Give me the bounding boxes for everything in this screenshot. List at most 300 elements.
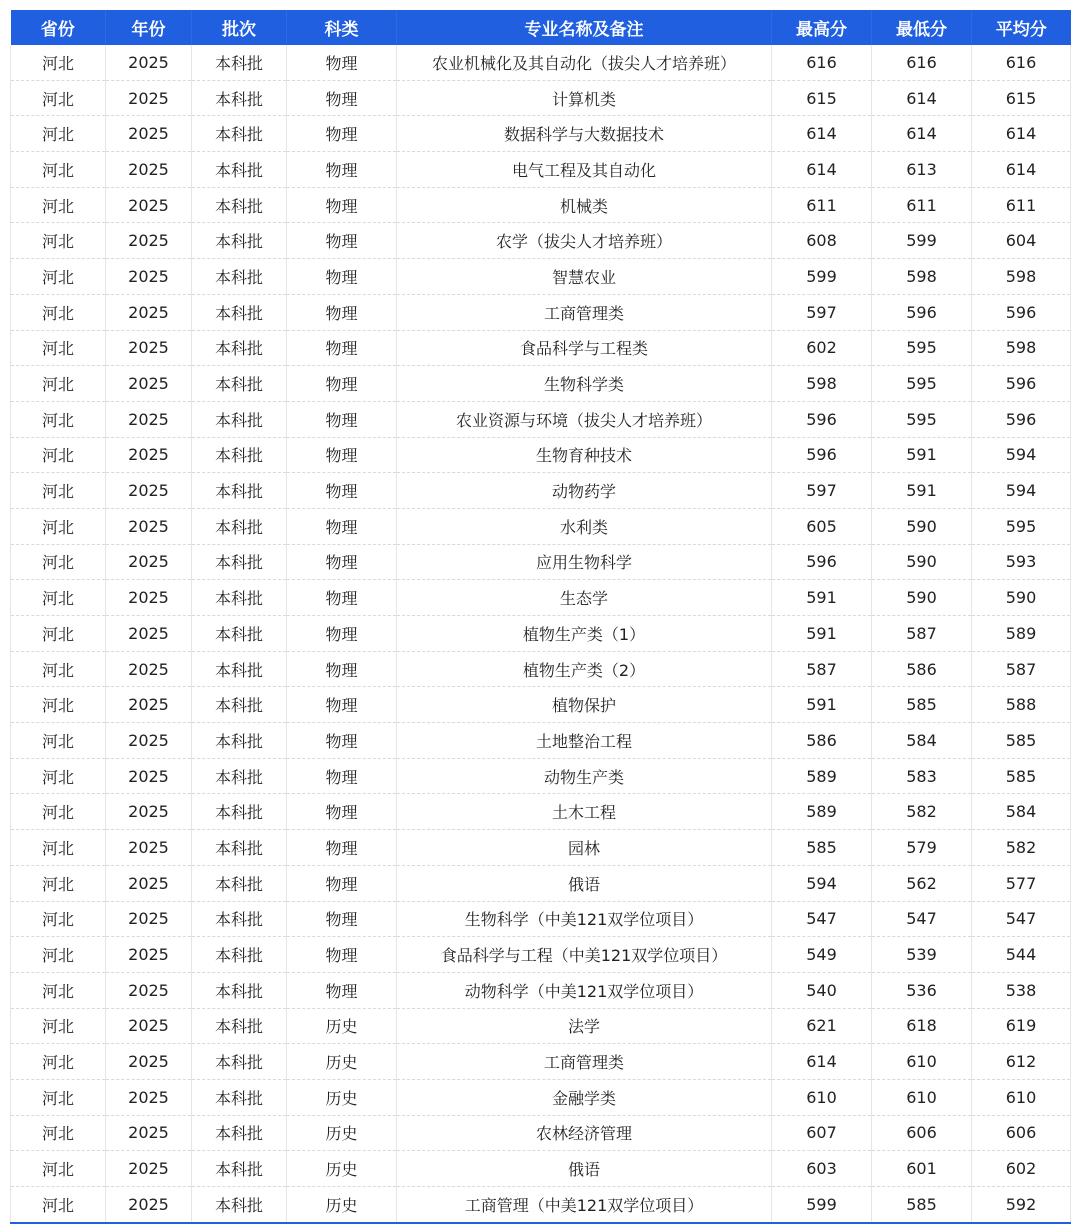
- cell-avg-score: 577: [972, 865, 1071, 901]
- cell-avg-score: 596: [972, 401, 1071, 437]
- table-row: [11, 616, 1071, 652]
- cell-max-score: 621: [772, 1008, 872, 1044]
- cell-max-score: 616: [772, 45, 872, 80]
- cell-subject: 历史: [287, 1151, 397, 1187]
- cell-year: 2025: [106, 1151, 192, 1187]
- cell-max-score: 589: [772, 794, 872, 830]
- cell-avg-score: 594: [972, 473, 1071, 509]
- cell-batch: 本科批: [192, 1187, 287, 1223]
- cell-province: 河北: [11, 223, 106, 259]
- cell-subject: 历史: [287, 1008, 397, 1044]
- table-row: [11, 794, 1071, 830]
- cell-year: 2025: [106, 1079, 192, 1115]
- cell-major: 动物科学（中美121双学位项目）: [397, 972, 772, 1008]
- cell-subject: 物理: [287, 366, 397, 402]
- cell-min-score: 599: [872, 223, 972, 259]
- cell-subject: 历史: [287, 1115, 397, 1151]
- cell-batch: 本科批: [192, 437, 287, 473]
- cell-max-score: 596: [772, 401, 872, 437]
- cell-year: 2025: [106, 401, 192, 437]
- cell-min-score: 584: [872, 723, 972, 759]
- cell-major: 农业资源与环境（拔尖人才培养班）: [397, 401, 772, 437]
- cell-batch: 本科批: [192, 259, 287, 295]
- table-row: [11, 901, 1071, 937]
- cell-year: 2025: [106, 723, 192, 759]
- cell-major: 俄语: [397, 865, 772, 901]
- cell-subject: 物理: [287, 294, 397, 330]
- cell-min-score: 614: [872, 80, 972, 116]
- cell-year: 2025: [106, 830, 192, 866]
- cell-max-score: 610: [772, 1079, 872, 1115]
- cell-batch: 本科批: [192, 45, 287, 80]
- cell-avg-score: 612: [972, 1044, 1071, 1080]
- cell-batch: 本科批: [192, 651, 287, 687]
- admission-score-table: [10, 10, 1071, 1224]
- cell-min-score: 610: [872, 1079, 972, 1115]
- cell-major: 农林经济管理: [397, 1115, 772, 1151]
- cell-major: 数据科学与大数据技术: [397, 116, 772, 152]
- cell-year: 2025: [106, 1044, 192, 1080]
- cell-province: 河北: [11, 294, 106, 330]
- cell-max-score: 608: [772, 223, 872, 259]
- cell-province: 河北: [11, 758, 106, 794]
- cell-subject: 物理: [287, 80, 397, 116]
- cell-avg-score: 595: [972, 508, 1071, 544]
- cell-batch: 本科批: [192, 508, 287, 544]
- cell-batch: 本科批: [192, 901, 287, 937]
- cell-major: 工商管理类: [397, 294, 772, 330]
- cell-avg-score: 593: [972, 544, 1071, 580]
- cell-major: 植物保护: [397, 687, 772, 723]
- cell-subject: 物理: [287, 45, 397, 80]
- cell-subject: 物理: [287, 830, 397, 866]
- table-row: [11, 1044, 1071, 1080]
- cell-batch: 本科批: [192, 401, 287, 437]
- cell-max-score: 607: [772, 1115, 872, 1151]
- table-row: [11, 294, 1071, 330]
- cell-province: 河北: [11, 687, 106, 723]
- cell-major: 机械类: [397, 187, 772, 223]
- cell-min-score: 583: [872, 758, 972, 794]
- cell-major: 水利类: [397, 508, 772, 544]
- cell-min-score: 590: [872, 508, 972, 544]
- cell-max-score: 596: [772, 437, 872, 473]
- table-row: [11, 687, 1071, 723]
- cell-avg-score: 592: [972, 1187, 1071, 1223]
- table-row: [11, 508, 1071, 544]
- cell-subject: 物理: [287, 937, 397, 973]
- cell-min-score: 585: [872, 687, 972, 723]
- cell-province: 河北: [11, 45, 106, 80]
- cell-batch: 本科批: [192, 723, 287, 759]
- cell-subject: 物理: [287, 187, 397, 223]
- cell-min-score: 562: [872, 865, 972, 901]
- cell-min-score: 590: [872, 580, 972, 616]
- cell-year: 2025: [106, 937, 192, 973]
- cell-subject: 物理: [287, 616, 397, 652]
- table-row: [11, 187, 1071, 223]
- cell-year: 2025: [106, 330, 192, 366]
- table-row: [11, 366, 1071, 402]
- cell-major: 生物科学类: [397, 366, 772, 402]
- cell-avg-score: 538: [972, 972, 1071, 1008]
- table-row: [11, 937, 1071, 973]
- cell-min-score: 598: [872, 259, 972, 295]
- cell-min-score: 591: [872, 473, 972, 509]
- cell-year: 2025: [106, 366, 192, 402]
- cell-batch: 本科批: [192, 972, 287, 1008]
- cell-avg-score: 585: [972, 723, 1071, 759]
- cell-min-score: 610: [872, 1044, 972, 1080]
- table-row: [11, 651, 1071, 687]
- cell-province: 河北: [11, 152, 106, 188]
- cell-avg-score: 544: [972, 937, 1071, 973]
- cell-province: 河北: [11, 1115, 106, 1151]
- cell-province: 河北: [11, 1151, 106, 1187]
- cell-avg-score: 615: [972, 80, 1071, 116]
- cell-subject: 历史: [287, 1079, 397, 1115]
- cell-max-score: 597: [772, 294, 872, 330]
- cell-year: 2025: [106, 687, 192, 723]
- cell-subject: 物理: [287, 152, 397, 188]
- cell-batch: 本科批: [192, 1115, 287, 1151]
- cell-max-score: 615: [772, 80, 872, 116]
- cell-year: 2025: [106, 45, 192, 80]
- cell-avg-score: 590: [972, 580, 1071, 616]
- table-row: [11, 80, 1071, 116]
- cell-max-score: 591: [772, 687, 872, 723]
- cell-avg-score: 614: [972, 152, 1071, 188]
- cell-avg-score: 614: [972, 116, 1071, 152]
- cell-major: 应用生物科学: [397, 544, 772, 580]
- cell-min-score: 616: [872, 45, 972, 80]
- cell-batch: 本科批: [192, 187, 287, 223]
- cell-max-score: 611: [772, 187, 872, 223]
- cell-province: 河北: [11, 651, 106, 687]
- cell-avg-score: 596: [972, 294, 1071, 330]
- cell-subject: 物理: [287, 901, 397, 937]
- cell-min-score: 601: [872, 1151, 972, 1187]
- table-row: [11, 152, 1071, 188]
- cell-major: 生物科学（中美121双学位项目）: [397, 901, 772, 937]
- cell-batch: 本科批: [192, 758, 287, 794]
- cell-province: 河北: [11, 544, 106, 580]
- cell-major: 土地整治工程: [397, 723, 772, 759]
- cell-avg-score: 547: [972, 901, 1071, 937]
- cell-year: 2025: [106, 116, 192, 152]
- cell-max-score: 586: [772, 723, 872, 759]
- cell-batch: 本科批: [192, 366, 287, 402]
- header-max-score: 最高分: [772, 10, 872, 45]
- table-row: [11, 116, 1071, 152]
- table-row: [11, 259, 1071, 295]
- cell-major: 工商管理（中美121双学位项目）: [397, 1187, 772, 1223]
- cell-province: 河北: [11, 972, 106, 1008]
- cell-max-score: 591: [772, 616, 872, 652]
- cell-avg-score: 606: [972, 1115, 1071, 1151]
- table-row: [11, 1151, 1071, 1187]
- cell-batch: 本科批: [192, 830, 287, 866]
- cell-max-score: 602: [772, 330, 872, 366]
- table-row: [11, 544, 1071, 580]
- table-row: [11, 473, 1071, 509]
- cell-max-score: 614: [772, 116, 872, 152]
- cell-major: 俄语: [397, 1151, 772, 1187]
- cell-min-score: 606: [872, 1115, 972, 1151]
- cell-batch: 本科批: [192, 544, 287, 580]
- cell-max-score: 598: [772, 366, 872, 402]
- cell-max-score: 603: [772, 1151, 872, 1187]
- cell-avg-score: 582: [972, 830, 1071, 866]
- table-row: [11, 1079, 1071, 1115]
- cell-avg-score: 585: [972, 758, 1071, 794]
- cell-batch: 本科批: [192, 687, 287, 723]
- cell-max-score: 591: [772, 580, 872, 616]
- cell-year: 2025: [106, 972, 192, 1008]
- cell-subject: 物理: [287, 972, 397, 1008]
- header-province: 省份: [11, 10, 106, 45]
- cell-batch: 本科批: [192, 80, 287, 116]
- cell-major: 食品科学与工程类: [397, 330, 772, 366]
- cell-province: 河北: [11, 937, 106, 973]
- cell-batch: 本科批: [192, 1079, 287, 1115]
- cell-subject: 物理: [287, 437, 397, 473]
- table-row: [11, 1187, 1071, 1223]
- header-avg-score: 平均分: [972, 10, 1071, 45]
- cell-year: 2025: [106, 259, 192, 295]
- cell-avg-score: 588: [972, 687, 1071, 723]
- cell-max-score: 605: [772, 508, 872, 544]
- cell-subject: 物理: [287, 758, 397, 794]
- cell-year: 2025: [106, 616, 192, 652]
- table-row: [11, 580, 1071, 616]
- cell-subject: 历史: [287, 1187, 397, 1223]
- cell-major: 生物育种技术: [397, 437, 772, 473]
- cell-batch: 本科批: [192, 116, 287, 152]
- cell-major: 农业机械化及其自动化（拔尖人才培养班）: [397, 45, 772, 80]
- cell-avg-score: 619: [972, 1008, 1071, 1044]
- cell-year: 2025: [106, 473, 192, 509]
- cell-province: 河北: [11, 187, 106, 223]
- cell-province: 河北: [11, 437, 106, 473]
- cell-batch: 本科批: [192, 330, 287, 366]
- cell-min-score: 547: [872, 901, 972, 937]
- cell-province: 河北: [11, 508, 106, 544]
- cell-min-score: 536: [872, 972, 972, 1008]
- cell-year: 2025: [106, 1187, 192, 1223]
- cell-subject: 物理: [287, 508, 397, 544]
- cell-min-score: 591: [872, 437, 972, 473]
- table-body: [11, 45, 1071, 1223]
- table-row: [11, 437, 1071, 473]
- cell-min-score: 586: [872, 651, 972, 687]
- table-row: [11, 45, 1071, 80]
- cell-batch: 本科批: [192, 937, 287, 973]
- table-row: [11, 1115, 1071, 1151]
- cell-year: 2025: [106, 1115, 192, 1151]
- cell-major: 动物生产类: [397, 758, 772, 794]
- cell-major: 农学（拔尖人才培养班）: [397, 223, 772, 259]
- cell-year: 2025: [106, 865, 192, 901]
- cell-subject: 物理: [287, 259, 397, 295]
- cell-subject: 物理: [287, 580, 397, 616]
- cell-avg-score: 604: [972, 223, 1071, 259]
- cell-max-score: 587: [772, 651, 872, 687]
- cell-avg-score: 610: [972, 1079, 1071, 1115]
- header-year: 年份: [106, 10, 192, 45]
- cell-batch: 本科批: [192, 794, 287, 830]
- cell-year: 2025: [106, 580, 192, 616]
- cell-max-score: 594: [772, 865, 872, 901]
- table-row: [11, 723, 1071, 759]
- cell-min-score: 582: [872, 794, 972, 830]
- cell-major: 动物药学: [397, 473, 772, 509]
- table-header: [11, 10, 1071, 45]
- cell-min-score: 611: [872, 187, 972, 223]
- cell-min-score: 618: [872, 1008, 972, 1044]
- cell-min-score: 590: [872, 544, 972, 580]
- cell-subject: 物理: [287, 865, 397, 901]
- cell-max-score: 540: [772, 972, 872, 1008]
- cell-max-score: 585: [772, 830, 872, 866]
- cell-subject: 物理: [287, 651, 397, 687]
- cell-min-score: 587: [872, 616, 972, 652]
- cell-subject: 历史: [287, 1044, 397, 1080]
- cell-province: 河北: [11, 723, 106, 759]
- cell-min-score: 614: [872, 116, 972, 152]
- table-row: [11, 972, 1071, 1008]
- cell-province: 河北: [11, 116, 106, 152]
- cell-max-score: 547: [772, 901, 872, 937]
- cell-min-score: 595: [872, 330, 972, 366]
- cell-year: 2025: [106, 758, 192, 794]
- cell-min-score: 585: [872, 1187, 972, 1223]
- cell-province: 河北: [11, 366, 106, 402]
- cell-year: 2025: [106, 223, 192, 259]
- cell-batch: 本科批: [192, 580, 287, 616]
- cell-province: 河北: [11, 80, 106, 116]
- table-row: [11, 1008, 1071, 1044]
- cell-subject: 物理: [287, 794, 397, 830]
- cell-max-score: 549: [772, 937, 872, 973]
- cell-major: 工商管理类: [397, 1044, 772, 1080]
- cell-province: 河北: [11, 1044, 106, 1080]
- table-row: [11, 865, 1071, 901]
- cell-batch: 本科批: [192, 865, 287, 901]
- cell-province: 河北: [11, 616, 106, 652]
- cell-batch: 本科批: [192, 1151, 287, 1187]
- cell-avg-score: 596: [972, 366, 1071, 402]
- header-row: [11, 10, 1071, 45]
- cell-min-score: 613: [872, 152, 972, 188]
- cell-min-score: 539: [872, 937, 972, 973]
- cell-major: 食品科学与工程（中美121双学位项目）: [397, 937, 772, 973]
- cell-major: 植物生产类（1）: [397, 616, 772, 652]
- cell-province: 河北: [11, 1079, 106, 1115]
- cell-subject: 物理: [287, 223, 397, 259]
- cell-max-score: 589: [772, 758, 872, 794]
- cell-subject: 物理: [287, 473, 397, 509]
- cell-subject: 物理: [287, 401, 397, 437]
- cell-province: 河北: [11, 901, 106, 937]
- cell-year: 2025: [106, 437, 192, 473]
- cell-year: 2025: [106, 508, 192, 544]
- cell-year: 2025: [106, 794, 192, 830]
- cell-batch: 本科批: [192, 473, 287, 509]
- cell-major: 智慧农业: [397, 259, 772, 295]
- cell-province: 河北: [11, 330, 106, 366]
- cell-year: 2025: [106, 187, 192, 223]
- cell-year: 2025: [106, 294, 192, 330]
- cell-avg-score: 594: [972, 437, 1071, 473]
- cell-min-score: 595: [872, 366, 972, 402]
- cell-subject: 物理: [287, 687, 397, 723]
- cell-province: 河北: [11, 1187, 106, 1223]
- cell-province: 河北: [11, 401, 106, 437]
- cell-major: 计算机类: [397, 80, 772, 116]
- cell-province: 河北: [11, 259, 106, 295]
- header-min-score: 最低分: [872, 10, 972, 45]
- cell-max-score: 599: [772, 1187, 872, 1223]
- cell-subject: 物理: [287, 723, 397, 759]
- cell-year: 2025: [106, 80, 192, 116]
- cell-major: 土木工程: [397, 794, 772, 830]
- cell-subject: 物理: [287, 544, 397, 580]
- table-row: [11, 758, 1071, 794]
- cell-province: 河北: [11, 580, 106, 616]
- cell-batch: 本科批: [192, 1008, 287, 1044]
- cell-batch: 本科批: [192, 152, 287, 188]
- cell-year: 2025: [106, 651, 192, 687]
- cell-max-score: 597: [772, 473, 872, 509]
- cell-min-score: 595: [872, 401, 972, 437]
- cell-major: 园林: [397, 830, 772, 866]
- cell-batch: 本科批: [192, 294, 287, 330]
- cell-province: 河北: [11, 473, 106, 509]
- cell-min-score: 596: [872, 294, 972, 330]
- cell-subject: 物理: [287, 330, 397, 366]
- cell-year: 2025: [106, 901, 192, 937]
- cell-subject: 物理: [287, 116, 397, 152]
- table-row: [11, 830, 1071, 866]
- cell-major: 电气工程及其自动化: [397, 152, 772, 188]
- cell-province: 河北: [11, 830, 106, 866]
- cell-batch: 本科批: [192, 223, 287, 259]
- cell-max-score: 614: [772, 152, 872, 188]
- cell-max-score: 614: [772, 1044, 872, 1080]
- cell-province: 河北: [11, 1008, 106, 1044]
- cell-max-score: 599: [772, 259, 872, 295]
- cell-avg-score: 589: [972, 616, 1071, 652]
- cell-year: 2025: [106, 544, 192, 580]
- cell-avg-score: 598: [972, 330, 1071, 366]
- table-row: [11, 223, 1071, 259]
- cell-province: 河北: [11, 865, 106, 901]
- cell-avg-score: 584: [972, 794, 1071, 830]
- cell-min-score: 579: [872, 830, 972, 866]
- cell-batch: 本科批: [192, 1044, 287, 1080]
- header-subject: 科类: [287, 10, 397, 45]
- cell-avg-score: 587: [972, 651, 1071, 687]
- cell-major: 金融学类: [397, 1079, 772, 1115]
- header-major: 专业名称及备注: [397, 10, 772, 45]
- cell-major: 法学: [397, 1008, 772, 1044]
- cell-avg-score: 616: [972, 45, 1071, 80]
- score-table-container: [10, 10, 1070, 1224]
- cell-avg-score: 598: [972, 259, 1071, 295]
- cell-year: 2025: [106, 152, 192, 188]
- table-row: [11, 330, 1071, 366]
